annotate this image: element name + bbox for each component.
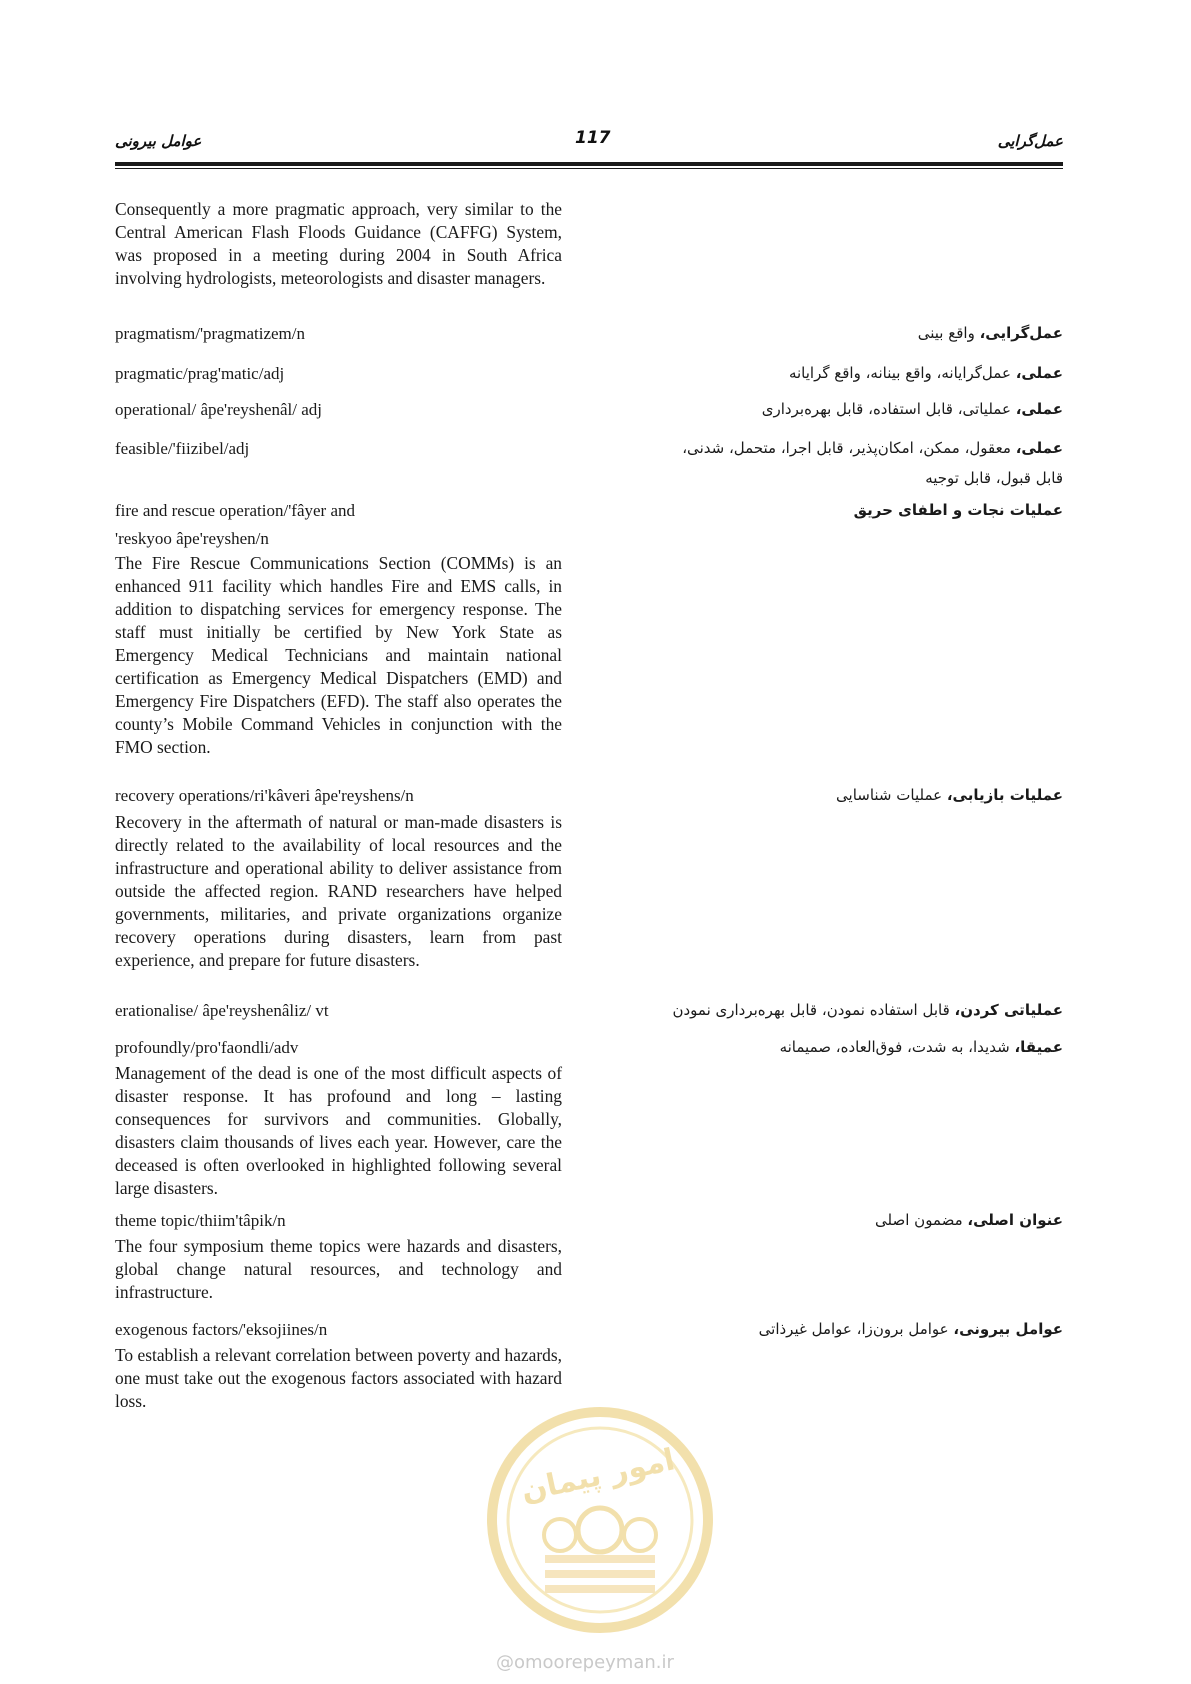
entry-term-exogenous: exogenous factors/'eksojiines/n xyxy=(115,1320,328,1339)
entry-paragraph-exogenous: To establish a relevant correlation between poverty and hazards, one must take out the exogenous factors associated with hazard loss. xyxy=(115,1345,562,1411)
entry-term-pragmatic: pragmatic/prag'matic/adj xyxy=(115,364,285,383)
translation-text-line2: قابل قبول، قابل توجیه xyxy=(925,469,1063,487)
entry-term-feasible: feasible/'fiizibel/adj xyxy=(115,439,250,458)
header-chapter-title: عوامل بیرونی xyxy=(115,132,202,150)
entry-term-profoundly: profoundly/pro'faondli/adv xyxy=(115,1038,299,1057)
entry-term-operationalise: erationalise/ âpe'reyshenâliz/ vt xyxy=(115,1001,329,1020)
entry-paragraph-theme-topic: The four symposium theme topics were hazards and disasters, global change natural resources, and technology and infrastructure. xyxy=(115,1236,562,1302)
translation-headword: عملیات بازیابی، xyxy=(946,786,1063,804)
translation-headword: عملی، xyxy=(1015,400,1063,418)
entry-translation-operationalise xyxy=(593,995,1063,1025)
watermark-site: @omoorepeyman.ir xyxy=(496,1652,674,1673)
translation-headword: عملی، xyxy=(1015,364,1063,382)
entry-term-fire-rescue-line1: fire and rescue operation/'fâyer and xyxy=(115,501,355,520)
translation-text: عملیاتی، قابل استفاده، قابل بهره‌برداری xyxy=(761,400,1016,418)
translation-headword: عنوان اصلی، xyxy=(967,1211,1063,1229)
translation-text: واقع بینی xyxy=(917,324,980,342)
translation-text: معقول، ممکن، امکان‌پذیر، قابل اجرا، متحمل، شدنی، xyxy=(682,439,1016,457)
translation-text: مضمون اصلی xyxy=(875,1211,968,1229)
translation-text: عملیات شناسایی xyxy=(836,786,947,804)
entry-term-theme-topic: theme topic/thiim'tâpik/n xyxy=(115,1211,286,1230)
watermark-seal-icon xyxy=(485,1405,715,1650)
intro-paragraph: Consequently a more pragmatic approach, very similar to the Central American Flash Floods Guidance (CAFFG) System, was proposed in a meeting during 2004 in South Africa involving hydrologists, meteorologists and disaster managers. xyxy=(115,199,562,288)
page-header xyxy=(115,128,1063,168)
entry-translation-exogenous xyxy=(593,1314,1063,1344)
entry-translation-profoundly xyxy=(593,1032,1063,1062)
translation-headword: عملیات نجات و اطفای حریق xyxy=(853,501,1063,519)
translation-headword: عملی، xyxy=(1015,439,1063,457)
translation-text: عمل‌گرایانه، واقع بینانه، واقع گرایانه xyxy=(788,364,1016,382)
header-rule-thick xyxy=(115,162,1063,166)
header-rule-thin xyxy=(115,168,1063,169)
entry-translation-pragmatic xyxy=(593,358,1063,388)
translation-headword: عوامل بیرونی، xyxy=(953,1320,1063,1338)
entry-paragraph-fire-rescue: The Fire Rescue Communications Section (COMMs) is an enhanced 911 facility which handles Fire and EMS calls, in addition to dispatching services for emergency response. The staff must initially be certified by New York State as Emergency Medical Technicians and maintain national certification as Emergency Medical Dispatchers (EMD) and Emergency Fire Dispatchers (EFD). The staff also operates the county’s Mobile Command Vehicles in conjunction with the FMO section. xyxy=(115,553,562,757)
page-number: 117 xyxy=(575,128,611,148)
translation-text: عوامل برون‌زا، عوامل غیرذاتی xyxy=(758,1320,954,1338)
entry-translation-feasible xyxy=(593,433,1063,493)
entry-paragraph-recovery: Recovery in the aftermath of natural or man-made disasters is directly related to the availability of local resources and the infrastructure and operational ability to deliver assistance from outside the affected region. RAND researchers have helped governments, militaries, and private organizations organize recovery operations during disasters, learn from past experience, and prepare for future disasters. xyxy=(115,812,562,970)
entry-term-recovery: recovery operations/ri'kâveri âpe'reyshens/n xyxy=(115,786,414,805)
watermark-seal-text: امور پیمان xyxy=(518,1442,678,1510)
entry-translation-operational xyxy=(593,394,1063,424)
entry-translation-theme-topic xyxy=(593,1205,1063,1235)
translation-headword: عمیقا، xyxy=(1014,1038,1063,1056)
translation-headword: عملیاتی کردن، xyxy=(954,1001,1063,1019)
translation-text: شدیدا، به شدت، فوق‌العاده، صمیمانه xyxy=(779,1038,1015,1056)
entry-paragraph-profoundly: Management of the dead is one of the most difficult aspects of disaster response. It has profound and long – lasting consequences for survivors and communities. Globally, disasters claim thousands of lives each year. However, care the deceased is often overlooked in highlighted following several large disasters. xyxy=(115,1063,562,1198)
translation-headword: عمل‌گرایی، xyxy=(979,324,1063,342)
entry-term-operational: operational/ âpe'reyshenâl/ adj xyxy=(115,400,322,419)
entry-translation-recovery xyxy=(593,780,1063,810)
entry-term-fire-rescue-line2: 'reskyoo âpe'reyshen/n xyxy=(115,529,269,548)
header-section-title: عمل‌گرایی xyxy=(997,132,1063,150)
entry-translation-pragmatism xyxy=(593,318,1063,348)
entry-translation-fire-rescue xyxy=(593,495,1063,525)
translation-text: قابل استفاده نمودن، قابل بهره‌برداری نمودن xyxy=(672,1001,955,1019)
entry-term-pragmatism: pragmatism/'pragmatizem/n xyxy=(115,324,306,343)
